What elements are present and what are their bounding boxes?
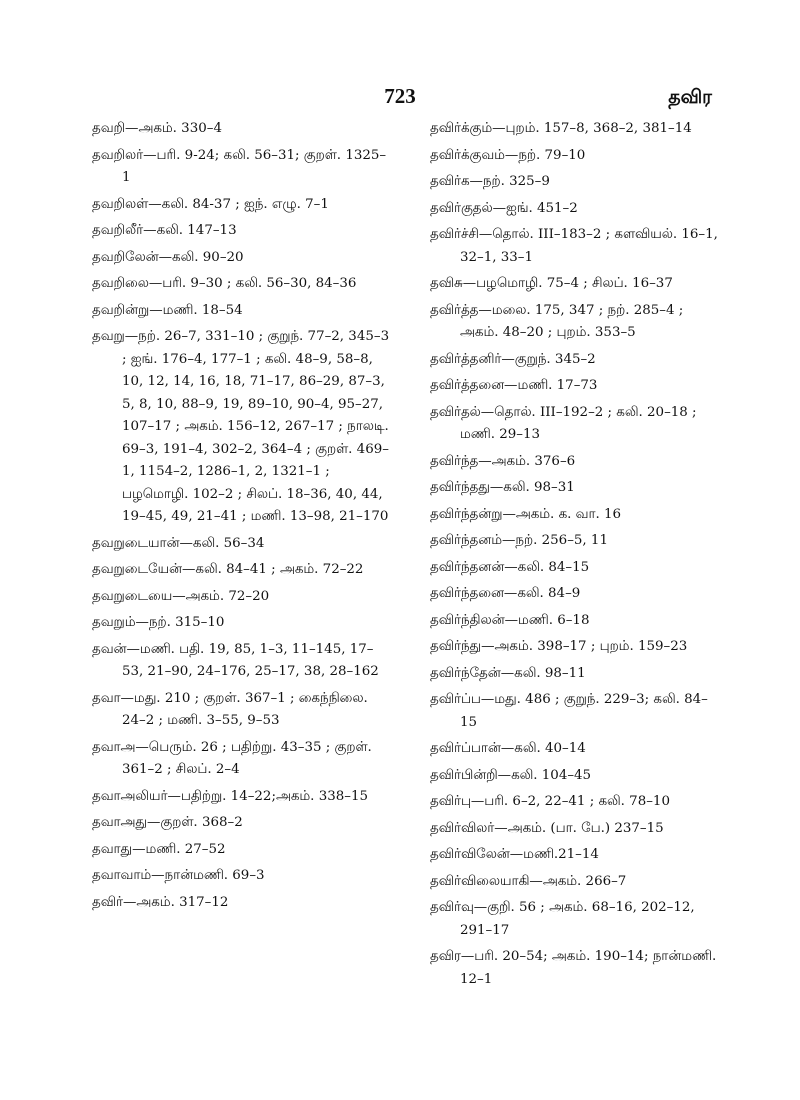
index-entry: தவிர்ந்த—அகம். 376–6: [430, 453, 576, 469]
index-entry: தவிர்க்கும்—புறம். 157–8, 368–2, 381–14: [430, 121, 692, 136]
index-entry: தவிசு—பழமொழி. 75–4 ; சிலப். 16–37: [430, 276, 673, 291]
index-entry: தவிர்த்த—மலை. 175, 347 ; நற். 285–4 ; அகம். 48–20 ; புறம். 353–5: [430, 302, 684, 340]
index-entry: தவறிலள்—கலி. 84-37 ; ஐந். எழு. 7–1: [92, 196, 329, 212]
index-entry: தவிர்த்தனிர்—குறுந். 345–2: [430, 351, 596, 367]
index-entry: தவிர்ந்தனை—கலி. 84–9: [430, 586, 581, 601]
index-entry: தவறுடையேன்—கலி. 84–41 ; அகம். 72–22: [92, 562, 364, 577]
index-entry: தவிர்ச்சி—தொல். III–183–2 ; களவியல். 16–1, 32–1, 33–1: [430, 227, 718, 265]
index-entry: தவிர்ந்தனம்—நற். 256–5, 11: [430, 533, 608, 548]
index-entry: தவிர்குதல்—ஐங். 451–2: [430, 200, 578, 216]
index-column-right: [430, 118, 722, 995]
index-entry: தவறிலீர்—கலி. 147–13: [92, 223, 237, 238]
index-column-left: [92, 118, 392, 918]
index-entry: தவன்—மணி. பதி. 19, 85, 1–3, 11–145, 17–53, 21–90, 24–176, 25–17, 38, 28–162: [92, 641, 379, 679]
index-entry: தவறுடையை—அகம். 72–20: [92, 588, 270, 604]
index-entry: தவிர்விலையாகி—அகம். 266–7: [430, 873, 627, 889]
index-entry: தவறின்று—மணி. 18–54: [92, 302, 243, 318]
index-entry: தவாவாம்—நான்மணி. 69–3: [92, 868, 265, 883]
index-entry: தவா—மது. 210 ; குறள். 367–1 ; கைந்நிலை. 24–2 ; மணி. 3–55, 9–53: [92, 690, 368, 728]
index-entry: தவாஅலியர்—பதிற்று. 14–22;அகம். 338–15: [92, 788, 368, 804]
index-entry: தவறிலர்—பரி. 9-24; கலி. 56–31; குறள். 1325–1: [92, 147, 387, 185]
index-entry: தவிர்ப்பான்—கலி. 40–14: [430, 741, 586, 756]
index-entry: தவிர்ந்திலன்—மணி. 6–18: [430, 612, 590, 628]
index-entry: தவிர்ப்ப—மது. 486 ; குறுந். 229–3; கலி. 84–15: [430, 692, 708, 730]
index-entry: தவிர்வு—குறி. 56 ; அகம். 68–16, 202–12, 291–17: [430, 900, 695, 938]
index-entry: தவாஅது—குறள். 368–2: [92, 815, 243, 830]
index-entry: தவிர்த்தனை—மணி. 17–73: [430, 378, 598, 393]
running-head: தவிர: [668, 86, 712, 108]
index-entry: தவிர்ந்தனன்—கலி. 84–15: [430, 559, 590, 575]
index-entry: தவிர்விலேன்—மணி.21–14: [430, 847, 599, 862]
index-entry: தவறுடையான்—கலி. 56–34: [92, 535, 265, 551]
index-entry: தவிர்தல்—தொல். III–192–2 ; கலி. 20–18 ; மணி. 29–13: [430, 404, 697, 442]
index-entry: தவறிலை—பரி. 9–30 ; கலி. 56–30, 84–36: [92, 276, 357, 291]
index-entry: தவிர்ந்தது—கலி. 98–31: [430, 480, 575, 495]
index-entry: தவிர்ந்தேன்—கலி. 98–11: [430, 665, 586, 681]
index-entry: தவிர்விலர்—அகம். (பா. பே.) 237–15: [430, 820, 664, 836]
index-entry: தவாஅ—பெரும். 26 ; பதிற்று. 43–35 ; குறள். 361–2 ; சிலப். 2–4: [92, 739, 372, 777]
index-entry: தவிர்பு—பரி. 6–2, 22–41 ; கலி. 78–10: [430, 794, 670, 809]
index-entry: தவாது—மணி. 27–52: [92, 841, 226, 857]
index-entry: தவிர்—அகம். 317–12: [92, 894, 229, 910]
index-entry: தவறு—நற். 26–7, 331–10 ; குறுந். 77–2, 345–3 ; ஐங். 176–4, 177–1 ; கலி. 48–9, 58–8, 10, 12, 14, 16, 18, 71–17, 86–29, 87–3, 5, 8, 10, 88–9, 19, 89–10, 90–4, 95–27, 107–17 ; அகம். 156–12, 267–17 ; நாலடி. 69–3, 191–4, 302–2, 364–4 ; குறள். 469–1, 1154–2, 1286–1, 2, 1321–1 ; பழமொழி. 102–2 ; சிலப். 18–36, 40, 44, 19–45, 49, 21–41 ; மணி. 13–98, 21–170: [92, 329, 390, 524]
index-entry: தவிர—பரி. 20–54; அகம். 190–14; நான்மணி. 12–1: [430, 949, 717, 987]
index-entry: தவறும்—நற். 315–10: [92, 615, 225, 630]
index-entry: தவிர்க்குவம்—நற். 79–10: [430, 147, 586, 163]
index-entry: தவிர்பின்றி—கலி. 104–45: [430, 767, 592, 783]
index-entry: தவிர்ந்தன்று—அகம். க. வா. 16: [430, 506, 622, 522]
index-entry: தவிர்ந்து—அகம். 398–17 ; புறம். 159–23: [430, 639, 688, 654]
index-entry: தவறிலேன்—கலி. 90–20: [92, 249, 244, 265]
index-entry: தவிர்க—நற். 325–9: [430, 174, 550, 189]
index-entry: தவறி—அகம். 330–4: [92, 121, 222, 136]
page-number: 723: [384, 84, 416, 108]
